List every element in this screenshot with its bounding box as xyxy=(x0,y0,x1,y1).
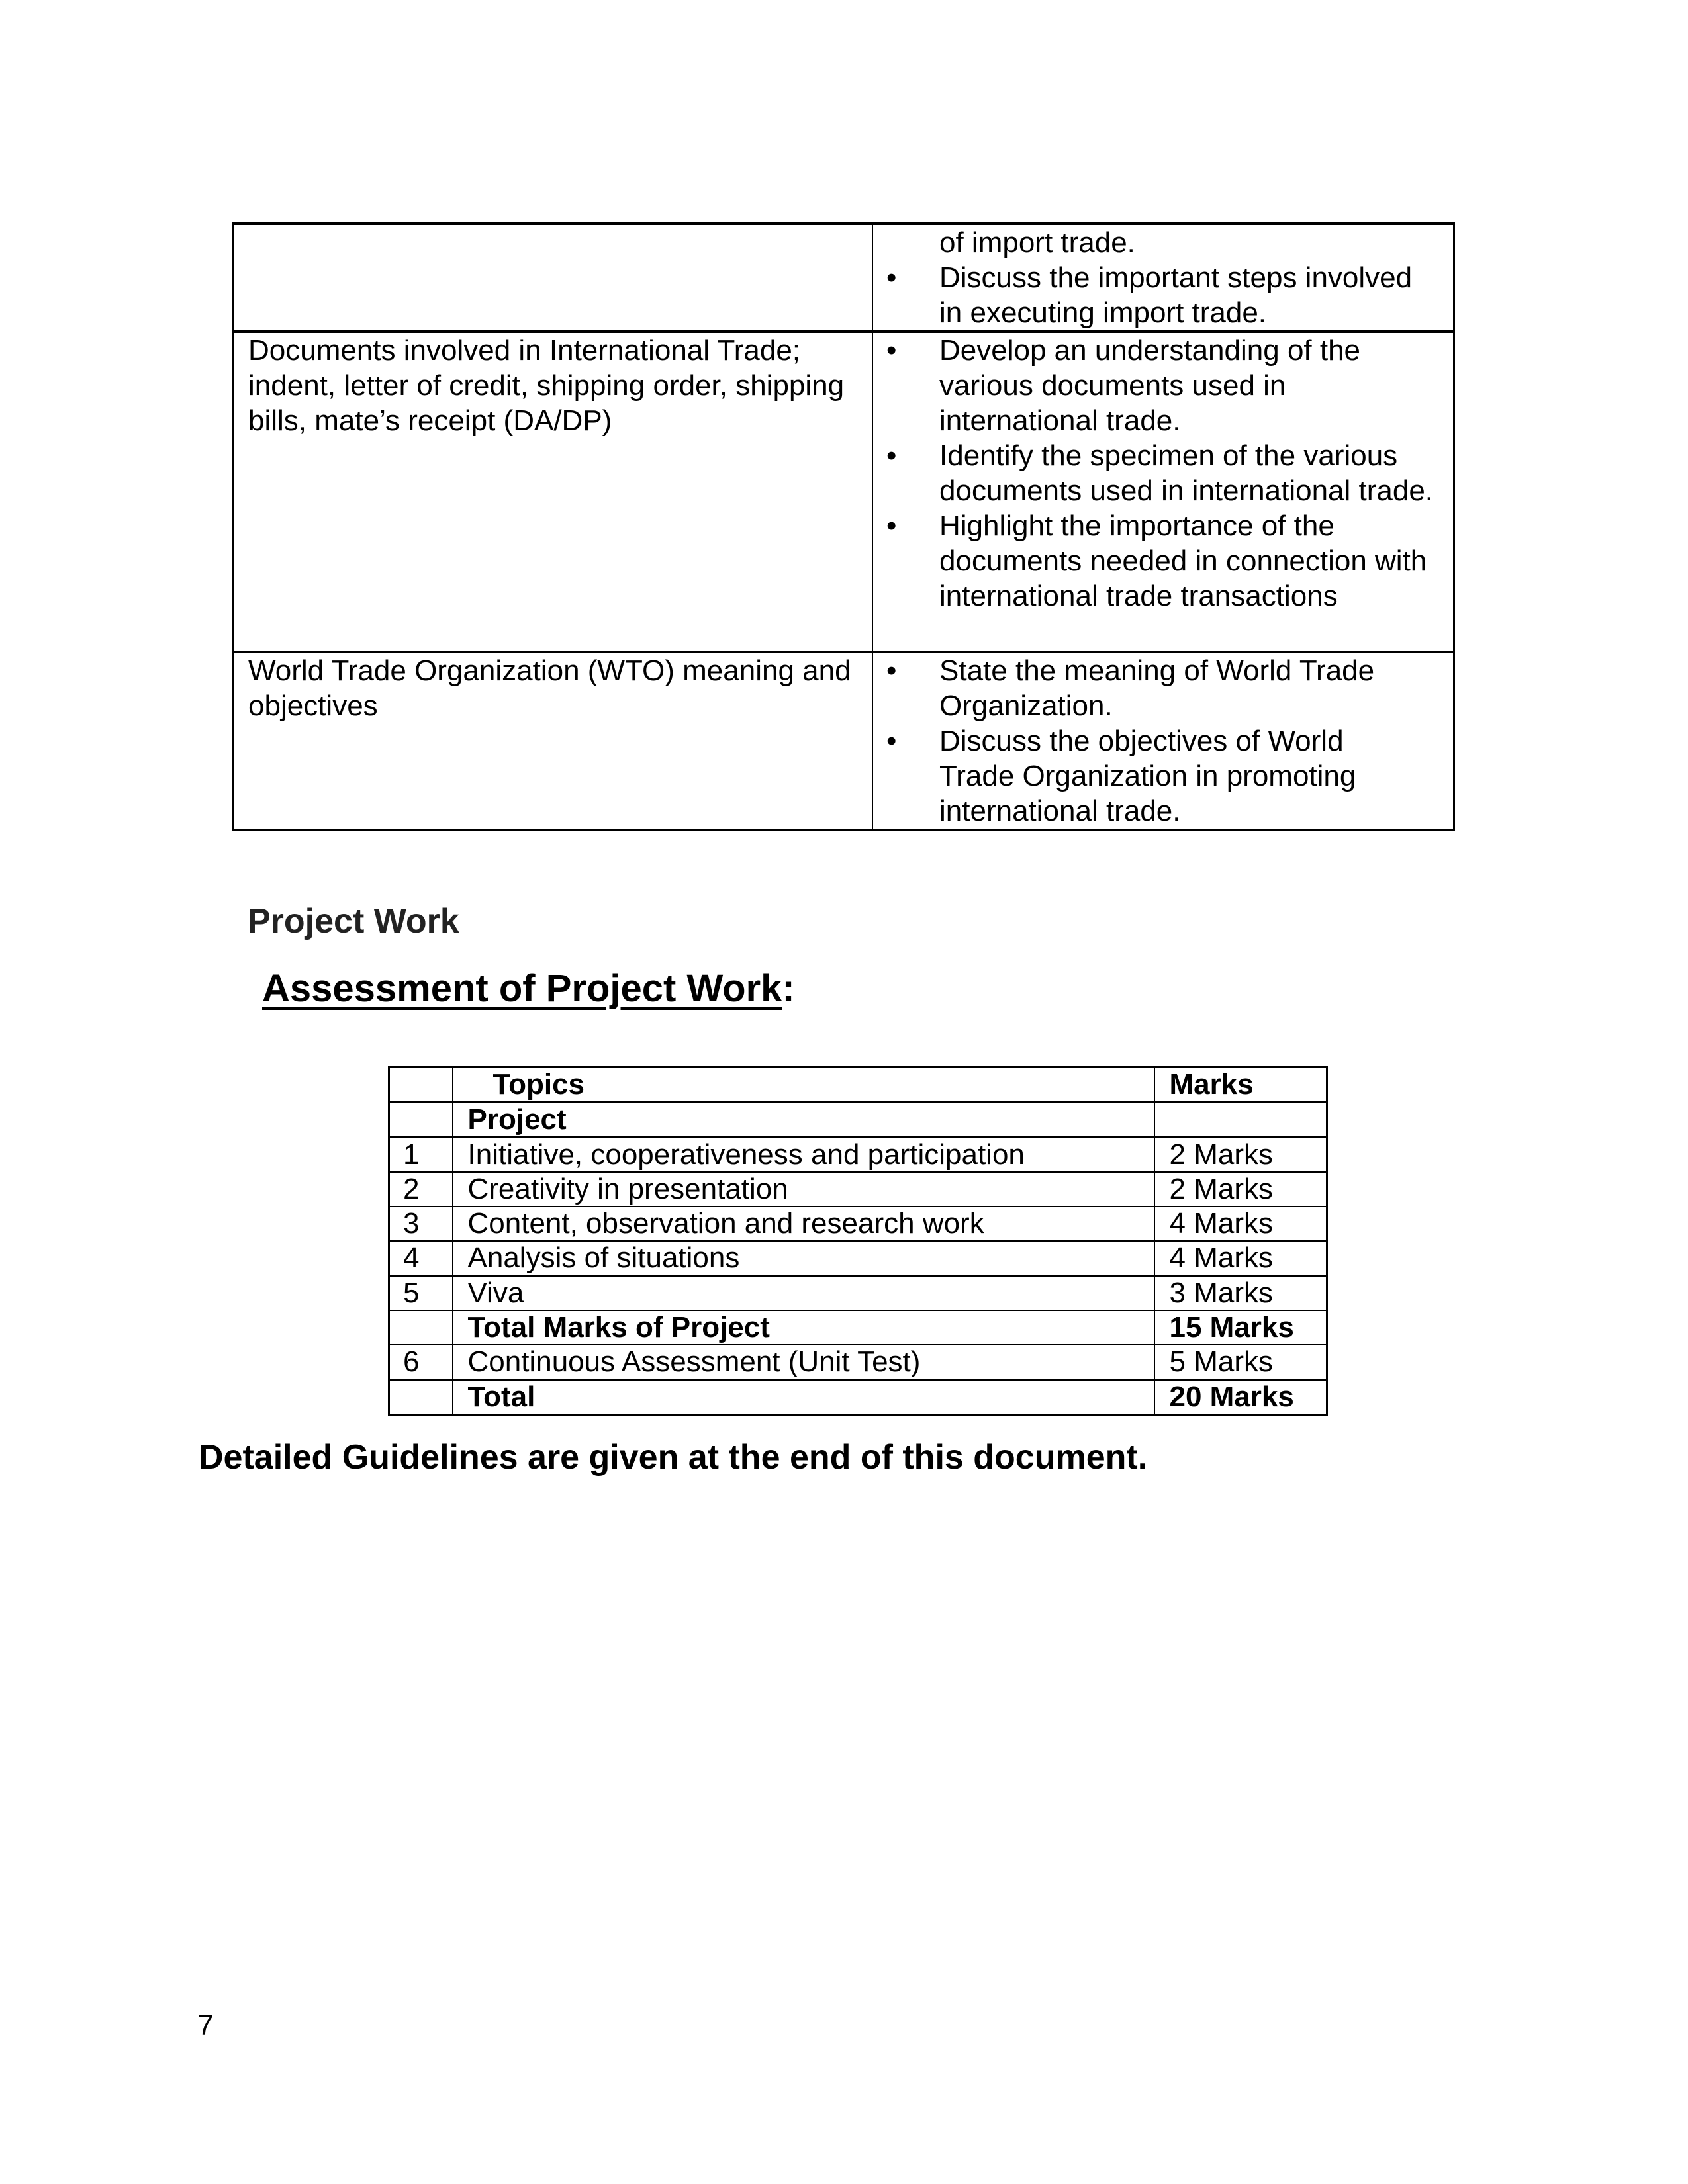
row-topic: Project xyxy=(453,1103,1154,1138)
objectives-cell xyxy=(872,652,1454,830)
row-topic: Total xyxy=(453,1380,1154,1415)
row-marks: 3 Marks xyxy=(1154,1276,1327,1311)
row-num: 2 xyxy=(389,1172,453,1206)
header-marks: Marks xyxy=(1154,1068,1327,1103)
row-num: 3 xyxy=(389,1206,453,1241)
row-num xyxy=(389,1380,453,1415)
objective-item: • Discuss the important steps involved in executing import trade. xyxy=(873,260,1440,330)
row-marks: 20 Marks xyxy=(1154,1380,1327,1415)
table-row xyxy=(389,1206,1327,1241)
row-marks: 15 Marks xyxy=(1154,1310,1327,1345)
row-marks: 2 Marks xyxy=(1154,1138,1327,1173)
row-marks: 2 Marks xyxy=(1154,1172,1327,1206)
table-row xyxy=(389,1172,1327,1206)
topic-cell: World Trade Organization (WTO) meaning and objectives xyxy=(233,652,873,830)
marks-table xyxy=(388,1066,1328,1416)
objective-item: • Identify the specimen of the various documents used in international trade. xyxy=(873,438,1440,508)
table-row xyxy=(389,1241,1327,1276)
objectives-list xyxy=(873,225,1440,330)
objective-item: • Discuss the objectives of World Trade Organization in promoting international trade. xyxy=(873,723,1440,829)
header-num xyxy=(389,1068,453,1103)
assessment-heading xyxy=(262,966,795,1011)
syllabus-table xyxy=(232,222,1455,831)
guidelines-note: Detailed Guidelines are given at the end of this document. xyxy=(199,1438,1148,1477)
objective-item: • Develop an understanding of the various documents used in international trade. xyxy=(873,333,1440,438)
row-num: 1 xyxy=(389,1138,453,1173)
table-row xyxy=(233,332,1454,652)
topic-cell xyxy=(233,224,873,332)
table-row xyxy=(233,224,1454,332)
objectives-cell xyxy=(872,224,1454,332)
objectives-list xyxy=(873,653,1440,829)
row-topic: Content, observation and research work xyxy=(453,1206,1154,1241)
row-num xyxy=(389,1310,453,1345)
row-num: 5 xyxy=(389,1276,453,1311)
row-marks xyxy=(1154,1103,1327,1138)
row-topic: Total Marks of Project xyxy=(453,1310,1154,1345)
table-header-row xyxy=(389,1068,1327,1103)
row-num: 6 xyxy=(389,1345,453,1380)
header-topics: Topics xyxy=(453,1068,1154,1103)
row-marks: 4 Marks xyxy=(1154,1206,1327,1241)
row-topic: Continuous Assessment (Unit Test) xyxy=(453,1345,1154,1380)
row-marks: 5 Marks xyxy=(1154,1345,1327,1380)
table-row xyxy=(389,1276,1327,1311)
objectives-list xyxy=(873,333,1440,614)
page-number: 7 xyxy=(197,2009,214,2042)
row-topic: Creativity in presentation xyxy=(453,1172,1154,1206)
table-row xyxy=(389,1345,1327,1380)
table-row xyxy=(389,1380,1327,1415)
row-marks: 4 Marks xyxy=(1154,1241,1327,1276)
table-row xyxy=(389,1103,1327,1138)
objectives-cell xyxy=(872,332,1454,652)
topic-cell: Documents involved in International Trade; indent, letter of credit, shipping order, shipping bills, mate’s receipt (DA/DP) xyxy=(233,332,873,652)
row-topic: Viva xyxy=(453,1276,1154,1311)
objective-item: • Highlight the importance of the documents needed in connection with international trade transactions xyxy=(873,508,1440,614)
assessment-heading-text: Assessment of Project Work xyxy=(262,967,782,1010)
row-num xyxy=(389,1103,453,1138)
row-topic: Initiative, cooperativeness and participation xyxy=(453,1138,1154,1173)
table-row xyxy=(389,1138,1327,1173)
objective-continuation: of import trade. xyxy=(939,226,1135,259)
table-row xyxy=(389,1310,1327,1345)
assessment-heading-colon: : xyxy=(782,967,795,1010)
table-row xyxy=(233,652,1454,830)
row-num: 4 xyxy=(389,1241,453,1276)
objective-item: • State the meaning of World Trade Organization. xyxy=(873,653,1440,723)
row-topic: Analysis of situations xyxy=(453,1241,1154,1276)
project-work-heading: Project Work xyxy=(248,902,459,940)
